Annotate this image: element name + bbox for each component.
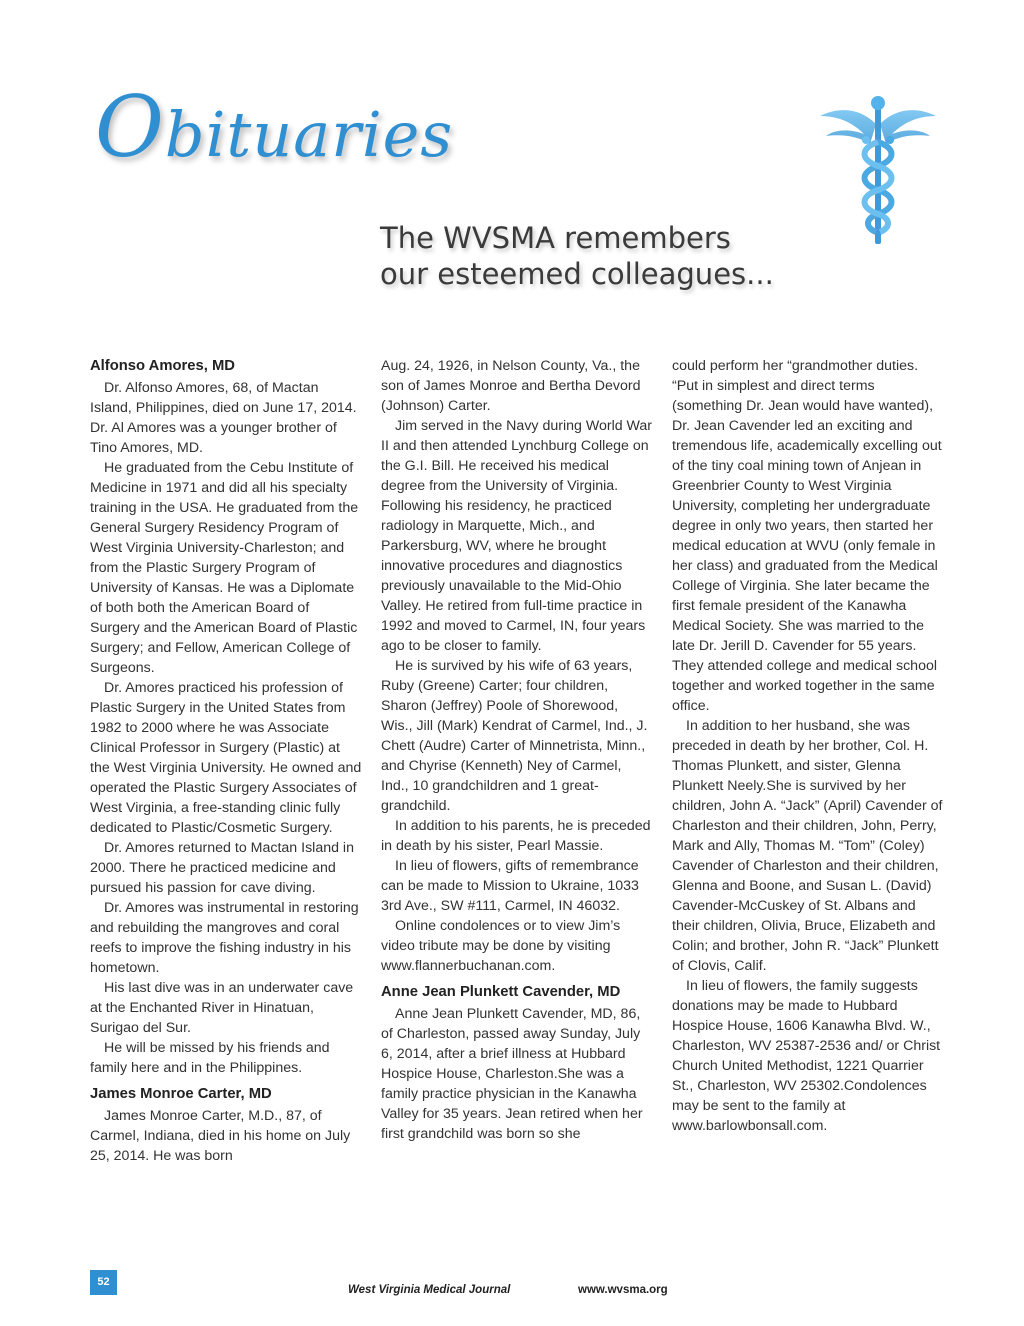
obituary-name-heading: James Monroe Carter, MD	[90, 1086, 272, 1102]
obituary-paragraph: He will be missed by his friends and family here and in the Philippines.	[90, 1040, 330, 1076]
obituary-paragraph: Dr. Amores was instrumental in restoring and rebuilding the mangroves and coral reefs to improve the fishing industry in his hometown.	[90, 900, 359, 976]
obituary-paragraph: He graduated from the Cebu Institute of Medicine in 1971 and did all his specialty training in the USA. He graduated from the General Surgery Residency Program of West Virginia University-Charleston; and from the Plastic Surgery Program of University of Kansas. He was a Diplomate of both both the American Board of Surgery and the American Board of Plastic Surgery; and Fellow, American College of Surgeons.	[90, 460, 359, 676]
obituary-paragraph: In lieu of flowers, the family suggests donations may be made to Hubbard Hospice House, 1606 Kanawha Blvd. W., Charleston, WV 25387-2536 and/ or Christ Church United Methodist, 1221 Quarrier St., Charleston, WV 25302.Condolences may be sent to the family at www.barlowbonsall.com.	[672, 978, 941, 1134]
footer-journal-name: West Virginia Medical Journal	[348, 1284, 511, 1296]
obituary-paragraph: Dr. Amores returned to Mactan Island in 2000. There he practiced medicine and pursued his passion for cave diving.	[90, 840, 354, 896]
obituary-paragraph: In addition to her husband, she was preceded in death by her brother, Col. H. Thomas Plunkett, and sister, Glenna Plunkett Neely.She is survived by her children, John A. “Jack” (April) Cavender of Charleston and their children, John, Perry, Mark and Ally, Thomas M. “Tom” (Coley) Cavender of Charleston and their children, Glenna and Boone, and Susan L. (David) Cavender-McCuskey of St. Albans and their children, Olivia, Bruce, Elizabeth and Colin; and brother, John R. “Jack” Plunkett of Clovis, Calif.	[672, 718, 943, 974]
obituary-paragraph: He is survived by his wife of 63 years, Ruby (Greene) Carter; four children, Sharon (Jeffrey) Poole of Shorewood, Wis., Jill (Mark) Kendrat of Carmel, Ind., J. Chett (Audre) Carter of Minnetrista, Minn., and Chyrise (Kenneth) Ney of Carmel, Ind., 10 grandchildren and 1 great-grandchild.	[381, 658, 648, 814]
obituary-paragraph: Jim served in the Navy during World War II and then attended Lynchburg College on the G.I. Bill. He received his medical degree from the University of Virginia. Following his residency, he practiced radiology in Marquette, Mich., and Parkersburg, WV, where he brought innovative procedures and diagnostics previously unavailable to the Mid-Ohio Valley. He retired from full-time practice in 1992 and moved to Carmel, IN, four years ago to be closer to family.	[381, 418, 653, 654]
column-2	[381, 356, 653, 1144]
column-3	[672, 356, 944, 1136]
subtitle-line-2: our esteemed colleagues...	[380, 257, 774, 291]
obituary-name-heading: Anne Jean Plunkett Cavender, MD	[381, 984, 621, 1000]
obituaries-title	[95, 78, 453, 176]
obituary-paragraph: In addition to his parents, he is preceded in death by his sister, Pearl Massie.	[381, 818, 651, 854]
obituary-paragraph: In lieu of flowers, gifts of remembrance can be made to Mission to Ukraine, 1033 3rd Ave., SW #111, Carmel, IN 46032.	[381, 858, 639, 914]
obituary-paragraph: Dr. Alfonso Amores, 68, of Mactan Island, Philippines, died on June 17, 2014. Dr. Al Amores was a younger brother of Tino Amores, MD.	[90, 380, 357, 456]
continued-paragraph: could perform her “grandmother duties. “Put in simplest and direct terms (something Dr. Jean would have wanted), Dr. Jean Cavender led an exciting and tremendous life, academically excelling out of the tiny coal mining town of Anjean in Greenbrier County to West Virginia University, completing her undergraduate degree in only two years, then started her medical education at WVU (only female in her class) and graduated from the Medical College of Virginia. She later became the first female president of the Kanawha Medical Society. She was married to the late Dr. Jerill D. Cavender for 55 years. They attended college and medical school together and worked together in the same office.	[672, 358, 942, 714]
obituary-paragraph: Dr. Amores practiced his profession of Plastic Surgery in the United States from 1982 to 2000 where he was Associate Clinical Professor in Surgery (Plastic) at the West Virginia University. He owned and operated the Plastic Surgery Associates of West Virginia, a free-standing clinic fully dedicated to Plastic/Cosmetic Surgery.	[90, 680, 362, 836]
subtitle	[380, 220, 774, 292]
obituary-paragraph: James Monroe Carter, M.D., 87, of Carmel, Indiana, died in his home on July 25, 2014. He was born	[90, 1108, 351, 1164]
obituary-paragraph: Anne Jean Plunkett Cavender, MD, 86, of Charleston, passed away Sunday, July 6, 2014, after a brief illness at Hubbard Hospice House, Charleston.She was a family practice physician in the Kanawha Valley for 35 years. Jean retired when her first grandchild was born so she	[381, 1006, 643, 1142]
page-number: 52	[90, 1270, 117, 1295]
obituary-name-heading: Alfonso Amores, MD	[90, 358, 235, 374]
title-initial: O	[95, 78, 165, 176]
obituary-paragraph: Online condolences or to view Jim’s video tribute may be done by visiting www.flannerbuchanan.com.	[381, 918, 621, 974]
column-1	[90, 356, 362, 1166]
subtitle-line-1: The WVSMA remembers	[380, 221, 731, 255]
footer-website: www.wvsma.org	[578, 1284, 668, 1296]
title-rest: bituaries	[164, 98, 454, 171]
caduceus-icon	[818, 94, 938, 246]
continued-paragraph: Aug. 24, 1926, in Nelson County, Va., the son of James Monroe and Bertha Devord (Johnson) Carter.	[381, 358, 641, 414]
obituary-paragraph: His last dive was in an underwater cave at the Enchanted River in Hinatuan, Surigao del Sur.	[90, 980, 354, 1036]
